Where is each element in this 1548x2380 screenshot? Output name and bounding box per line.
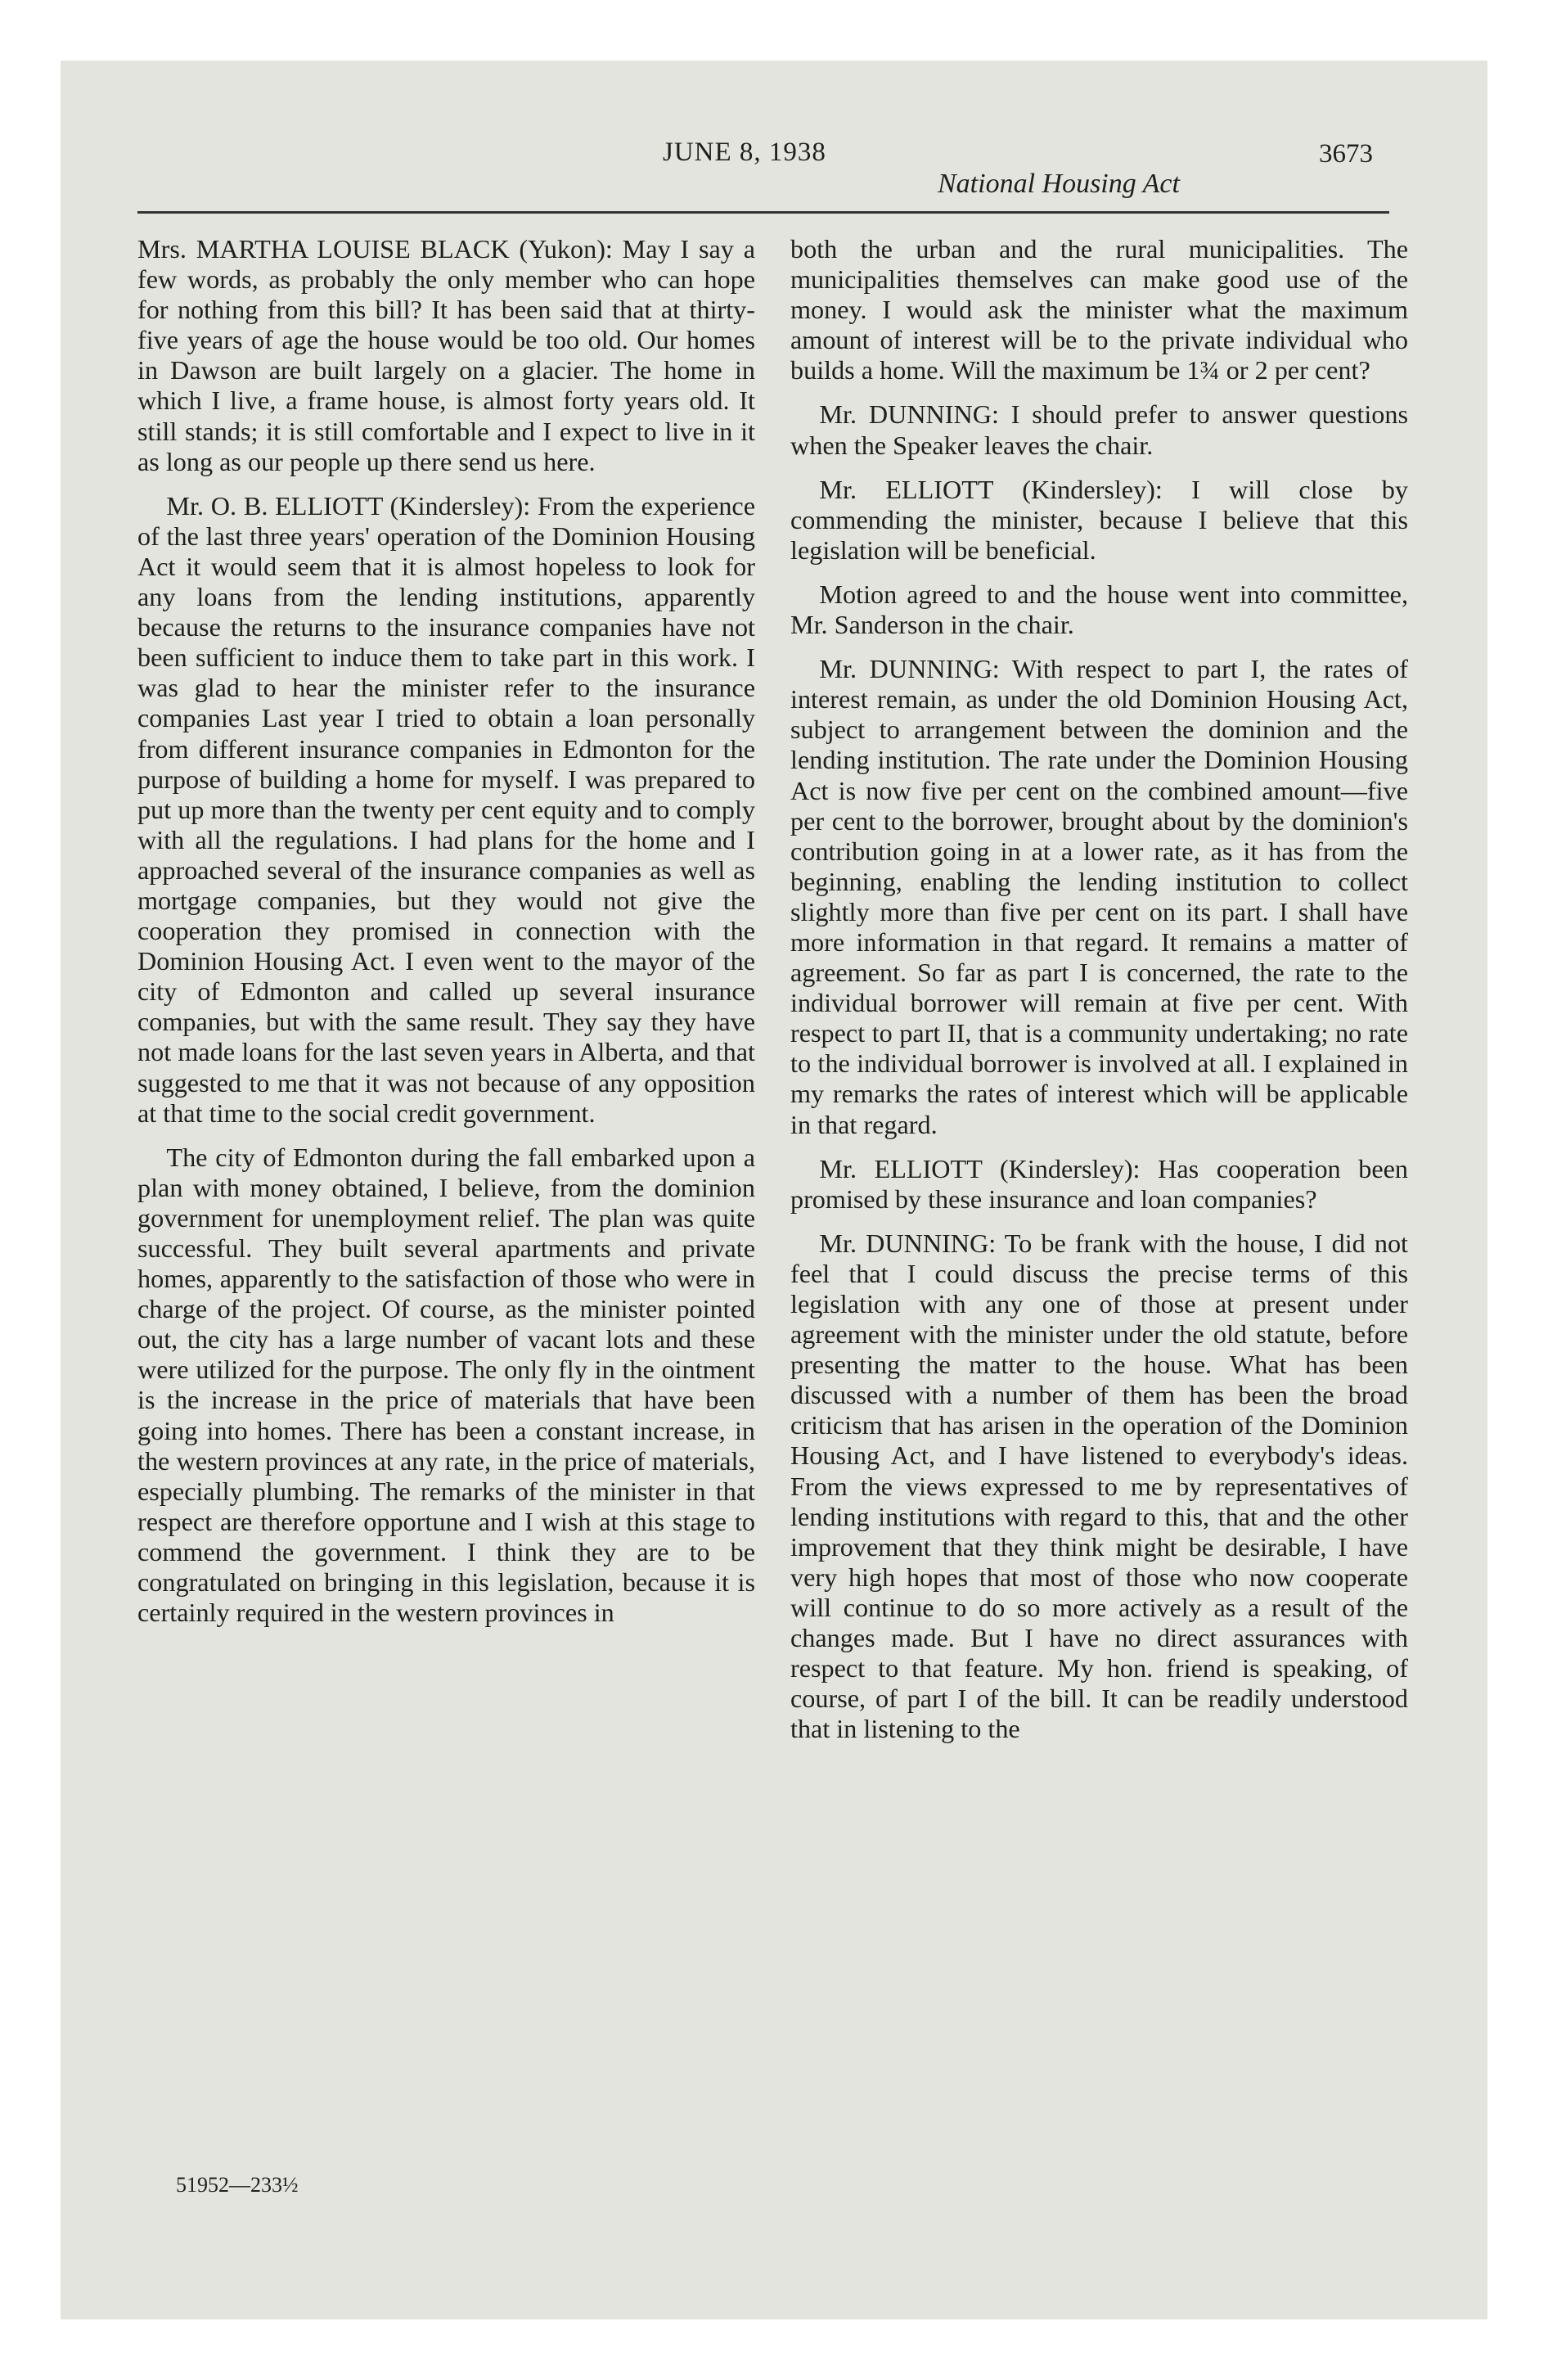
print-code: 51952—233½: [176, 2173, 299, 2197]
page-date: JUNE 8, 1938: [663, 137, 826, 167]
page-number: 3673: [1319, 139, 1373, 169]
left-column: [137, 234, 755, 1642]
paragraph: Mr. ELLIOTT (Kindersley): I will close by commending the minister, because I believe that this legislation will be beneficial.: [790, 474, 1408, 565]
paragraph: Mr. ELLIOTT (Kindersley): Has cooperation been promised by these insurance and loan companies?: [790, 1153, 1408, 1214]
header-rule: [137, 211, 1389, 214]
running-title: National Housing Act: [938, 169, 1180, 199]
paragraph: both the urban and the rural municipalities. The municipalities themselves can make good use of the money. I would ask the minister what the maximum amount of interest will be to the private individual who builds a home. Will the maximum be 1¾ or 2 per cent?: [790, 234, 1408, 385]
paragraph: Mr. DUNNING: With respect to part I, the rates of interest remain, as under the old Dominion Housing Act, subject to arrangement between the dominion and the lending institution. The rate under the Dominion Housing Act is now five per cent on the combined amount—five per cent to the borrower, brought about by the dominion's contribution going in at a lower rate, as it has from the beginning, enabling the lending institution to collect slightly more than five per cent on its part. I shall have more information in that regard. It remains a matter of agreement. So far as part I is concerned, the rate to the individual borrower will remain at five per cent. With respect to part II, that is a community undertaking; no rate to the individual borrower is involved at all. I explained in my remarks the rates of interest which will be applicable in that regard.: [790, 654, 1408, 1139]
right-column: [790, 234, 1408, 1758]
paragraph: The city of Edmonton during the fall embarked upon a plan with money obtained, I believe, from the dominion government for unemployment relief. The plan was quite successful. They built several apartments and private homes, apparently to the satisfaction of those who were in charge of the project. Of course, as the minister pointed out, the city has a large number of vacant lots and these were utilized for the purpose. The only fly in the ointment is the increase in the price of materials that have been going into homes. There has been a constant increase, in the western provinces at any rate, in the price of materials, especially plumbing. The remarks of the minister in that respect are therefore opportune and I wish at this stage to commend the government. I think they are to be congratulated on bringing in this legislation, because it is certainly required in the western provinces in: [137, 1142, 755, 1628]
paragraph: Mrs. MARTHA LOUISE BLACK (Yukon): May I say a few words, as probably the only member who can hope for nothing from this bill? It has been said that at thirty-five years of age the house would be too old. Our homes in Dawson are built largely on a glacier. The home in which I live, a frame house, is almost forty years old. It still stands; it is still comfortable and I expect to live in it as long as our people up there send us here.: [137, 234, 755, 476]
paragraph: Mr. DUNNING: I should prefer to answer questions when the Speaker leaves the chair.: [790, 399, 1408, 460]
paragraph: Mr. DUNNING: To be frank with the house, I did not feel that I could discuss the precise terms of this legislation with any one of those at present under agreement with the minister under the old statute, before presenting the matter to the house. What has been discussed with a number of them has been the broad criticism that has arisen in the operation of the Dominion Housing Act, and I have listened to everybody's ideas. From the views expressed to me by representatives of lending institutions with regard to this, that and the other improvement that they think might be desirable, I have very high hopes that most of those who now cooperate will continue to do so more actively as a result of the changes made. But I have no direct assurances with respect to that feature. My hon. friend is speaking, of course, of part I of the bill. It can be readily understood that in listening to the: [790, 1228, 1408, 1744]
paragraph: Mr. O. B. ELLIOTT (Kindersley): From the experience of the last three years' operation of the Dominion Housing Act it would seem that it is almost hopeless to look for any loans from the lending institutions, apparently because the returns to the insurance companies have not been sufficient to induce them to take part in this work. I was glad to hear the minister refer to the insurance companies Last year I tried to obtain a loan personally from different insurance companies in Edmonton for the purpose of building a home for myself. I was prepared to put up more than the twenty per cent equity and to comply with all the regulations. I had plans for the home and I approached several of the insurance companies as well as mortgage companies, but they would not give the cooperation they promised in connection with the Dominion Housing Act. I even went to the mayor of the city of Edmonton and called up several insurance companies, but with the same result. They say they have not made loans for the last seven years in Alberta, and that suggested to me that it was not because of any opposition at that time to the social credit government.: [137, 490, 755, 1128]
paragraph: Motion agreed to and the house went into committee, Mr. Sanderson in the chair.: [790, 579, 1408, 640]
